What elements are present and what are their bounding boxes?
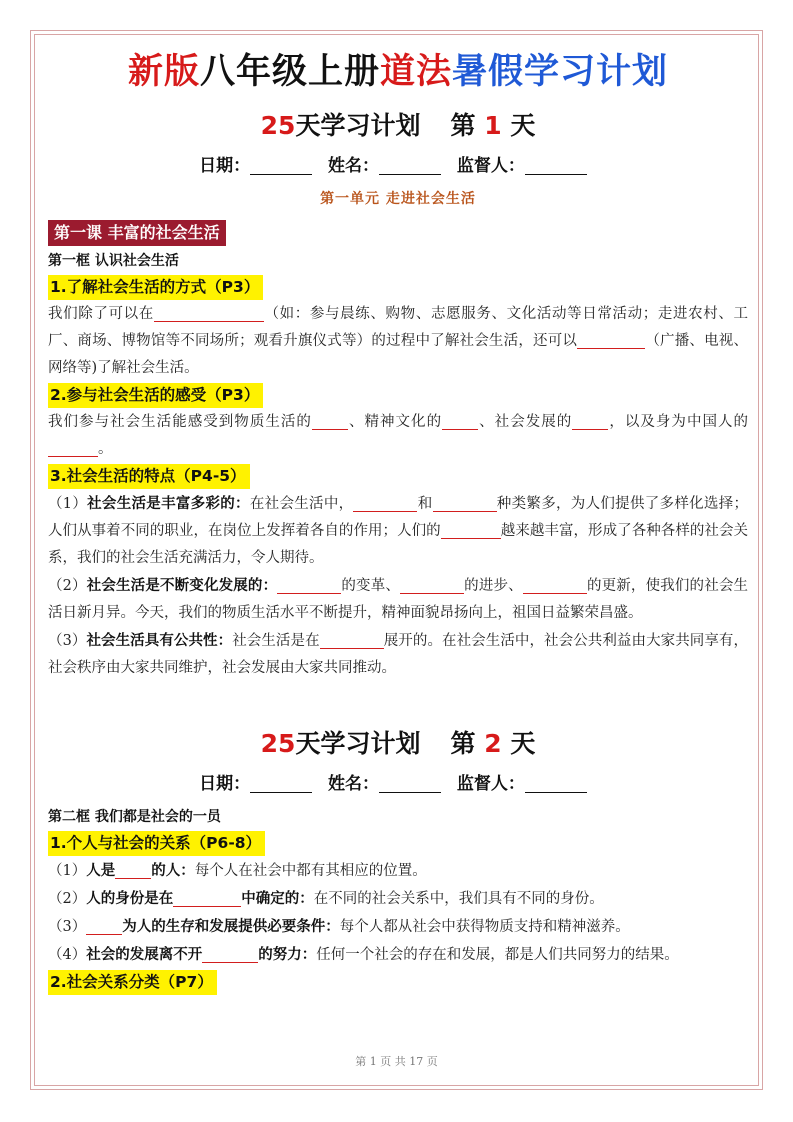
title-part-2: 八年级上册	[199, 52, 380, 92]
section-5-heading: 2.社会关系分类（P7）	[48, 970, 217, 995]
frame-1-title: 第一框 认识社会生活	[48, 253, 179, 269]
day-2-section	[48, 722, 748, 996]
fill-blank[interactable]	[115, 860, 151, 879]
supervisor-label: 监督人：	[456, 774, 525, 794]
day-1-day-number: 1	[484, 111, 502, 140]
supervisor-field[interactable]	[525, 772, 587, 793]
unit-title: 第一单元 走进社会生活	[320, 191, 476, 207]
day-1-plan-count: 25	[260, 111, 296, 140]
date-label: 日期：	[199, 156, 251, 176]
day-2-day-prefix: 第	[450, 729, 476, 758]
page-content	[48, 40, 748, 996]
title-part-3: 道法	[380, 52, 453, 92]
fill-blank[interactable]	[312, 411, 348, 430]
fill-blank[interactable]	[433, 493, 497, 512]
fill-blank[interactable]	[320, 630, 384, 649]
day-2-day-number: 2	[484, 729, 502, 758]
fill-blank[interactable]	[277, 575, 341, 594]
feature-1-paragraph: （1）社会生活是丰富多彩的：在社会生活中， 和 种类繁多，为人们提供了多样化选择；人们从事着不同的职业，在岗位上发挥着各自的作用；人们的 越来越丰富，形成了各种各样的社会关系，我们的社会生活充满活力，令人期待。	[48, 495, 749, 566]
fill-blank[interactable]	[86, 916, 122, 935]
day-1-title	[48, 104, 748, 148]
frame-2-title: 第二框 我们都是社会的一员	[48, 809, 221, 825]
day-2-plan-count: 25	[260, 729, 296, 758]
title-part-1: 新版	[127, 52, 200, 92]
section-4-heading: 1.个人与社会的关系（P6-8）	[48, 831, 265, 856]
supervisor-field[interactable]	[525, 154, 587, 175]
feature-2-paragraph: （2）社会生活是不断变化发展的： 的变革、 的进步、 的更新，使我们的社会生活日新月异。今天，我们的物质生活水平不断提升，精神面貌昂扬向上，祖国日益繁荣昌盛。	[48, 577, 749, 621]
page-footer: 第 1 页 共 17 页	[355, 1055, 438, 1068]
day-2-day-suffix: 天	[510, 729, 536, 758]
relation-3-item: （3） 为人的生存和发展提供必要条件：每个人都从社会中获得物质支持和精神滋养。	[48, 918, 630, 935]
section-2-heading: 2.参与社会生活的感受（P3）	[48, 383, 263, 408]
date-label: 日期：	[199, 774, 251, 794]
day-2-info-line	[48, 766, 748, 802]
lesson-title: 第一课 丰富的社会生活	[48, 220, 226, 246]
fill-blank[interactable]	[48, 438, 98, 457]
title-part-4: 暑假学习计划	[452, 52, 669, 92]
day-2-plan-label: 天学习计划	[295, 729, 421, 758]
fill-blank[interactable]	[400, 575, 464, 594]
relation-2-item: （2）人的身份是在 中确定的：在不同的社会关系中，我们具有不同的身份。	[48, 890, 604, 907]
fill-blank[interactable]	[523, 575, 587, 594]
name-field[interactable]	[379, 772, 441, 793]
day-1-info-line	[48, 148, 748, 184]
section-1-paragraph: 我们除了可以在 （如：参与晨练、购物、志愿服务、文化活动等日常活动；走进农村、工厂、商场、博物馆等不同场所；观看升旗仪式等）的过程中了解社会生活，还可以 （广播、电视、网络等)了解社会生活。	[48, 301, 748, 382]
name-label: 姓名：	[328, 774, 379, 794]
fill-blank[interactable]	[572, 411, 608, 430]
name-label: 姓名：	[328, 156, 379, 176]
section-3-heading: 3.社会生活的特点（P4-5）	[48, 464, 250, 489]
supervisor-label: 监督人：	[456, 156, 525, 176]
day-2-title	[48, 722, 748, 766]
main-title	[48, 40, 748, 104]
fill-blank[interactable]	[353, 493, 417, 512]
feature-3-paragraph: （3）社会生活具有公共性：社会生活是在 展开的。在社会生活中，社会公共利益由大家共同享有，社会秩序由大家共同维护，社会发展由大家共同推动。	[48, 632, 749, 676]
fill-blank[interactable]	[173, 888, 241, 907]
name-field[interactable]	[379, 154, 441, 175]
fill-blank[interactable]	[154, 303, 264, 322]
fill-blank[interactable]	[577, 330, 645, 349]
relation-1-item: （1）人是 的人：每个人在社会中都有其相应的位置。	[48, 862, 427, 879]
section-2-paragraph: 我们参与社会生活能感受到物质生活的 、精神文化的 、社会发展的 ，以及身为中国人的。	[48, 409, 748, 463]
fill-blank[interactable]	[442, 411, 478, 430]
date-field[interactable]	[250, 772, 312, 793]
day-1-day-prefix: 第	[450, 111, 476, 140]
section-1-heading: 1.了解社会生活的方式（P3）	[48, 275, 263, 300]
fill-blank[interactable]	[202, 944, 258, 963]
date-field[interactable]	[250, 154, 312, 175]
day-1-plan-label: 天学习计划	[295, 111, 421, 140]
day-1-day-suffix: 天	[510, 111, 536, 140]
relation-4-item: （4）社会的发展离不开 的努力：任何一个社会的存在和发展，都是人们共同努力的结果。	[48, 946, 679, 963]
fill-blank[interactable]	[441, 520, 501, 539]
